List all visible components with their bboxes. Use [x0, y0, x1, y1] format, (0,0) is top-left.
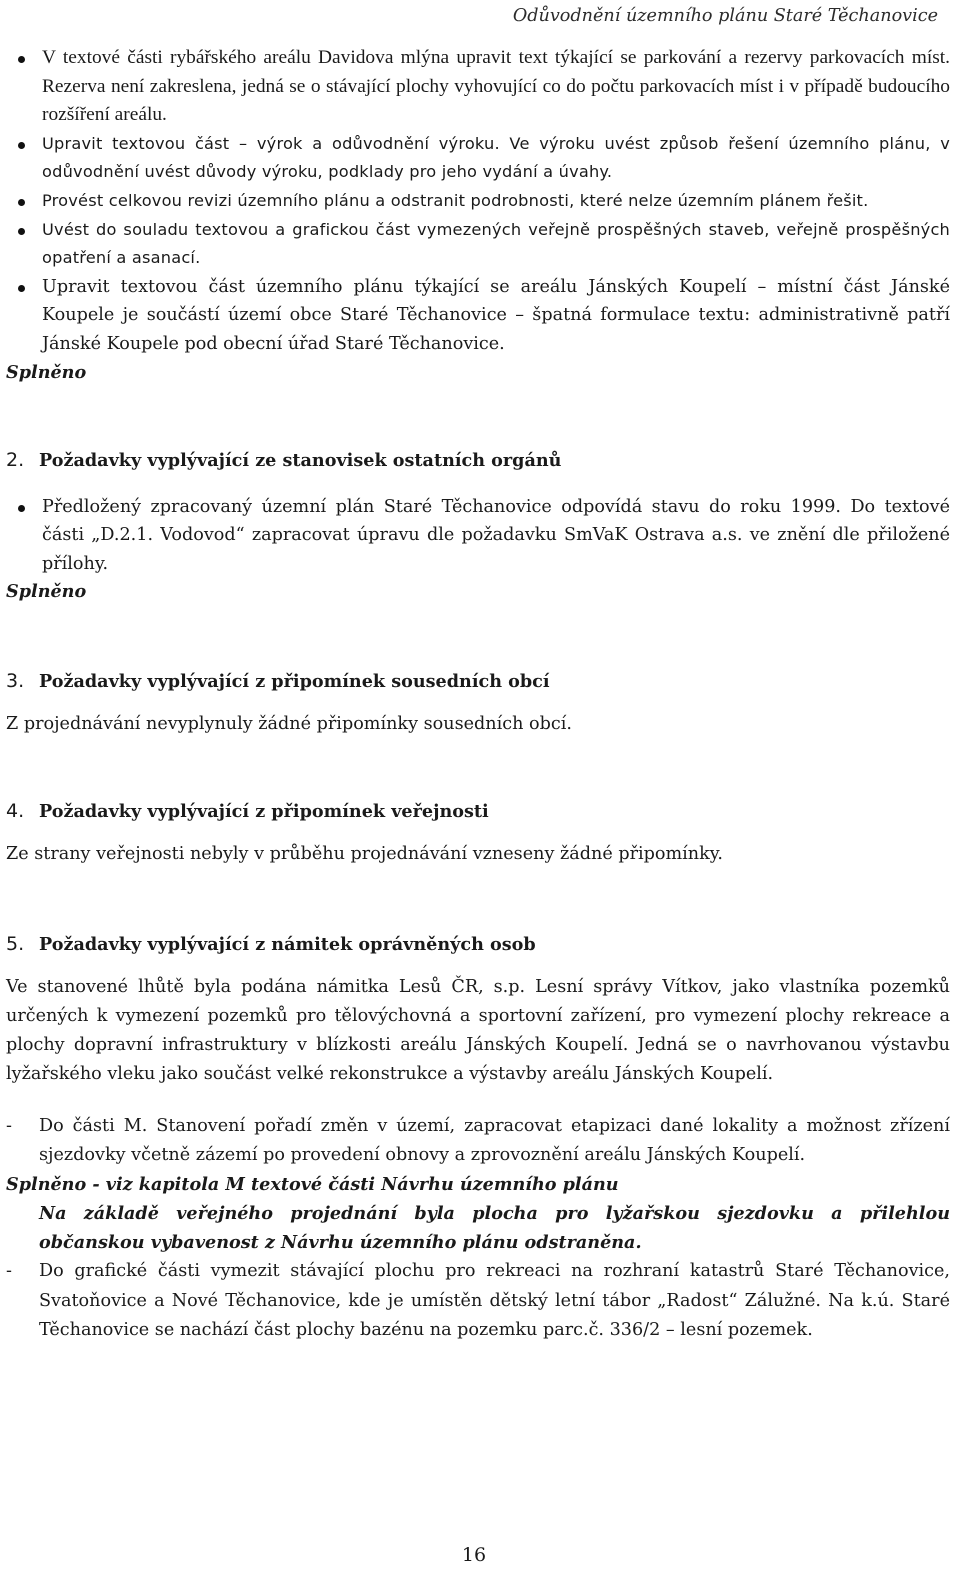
list-item — [6, 187, 950, 216]
list-item — [6, 273, 950, 359]
section-title: Požadavky vyplývající z námitek oprávněných osob — [39, 933, 536, 955]
section-title: Požadavky vyplývající z připomínek veřejnosti — [39, 800, 489, 822]
section-5-dash-list — [6, 1112, 950, 1170]
section-5-heading — [6, 933, 950, 955]
bullet-icon — [18, 505, 25, 512]
list-item — [6, 1112, 950, 1170]
status-fulfilled: Splněno - viz kapitola M textové části Návrhu územního plánu — [6, 1173, 619, 1195]
page-number: 16 — [461, 1544, 487, 1566]
section-number: 5. — [6, 932, 25, 955]
list-item-text: Do části M. Stanovení pořadí změn v území, zapracovat etapizaci dané lokality a možnost zřízení sjezdovky včetně zázemí po provedení obnovy a zprovoznění areálu Jánských Koupelí. — [39, 1115, 950, 1165]
bullet-icon — [18, 199, 25, 206]
section-2-list — [6, 493, 950, 579]
list-item — [6, 130, 950, 187]
section-2-heading — [6, 449, 950, 471]
status-fulfilled: Splněno — [6, 361, 87, 383]
bullet-icon — [18, 142, 25, 149]
section-number: 4. — [6, 799, 25, 822]
status-fulfilled: Splněno — [6, 581, 87, 603]
requirements-list — [6, 44, 950, 359]
list-item-text: Upravit textovou část územního plánu týkající se areálu Jánských Koupelí – místní část Jánské Koupele je součástí území obce Staré Těchanovice – špatná formulace textu: administrativně patří Jánské Koupele pod obecní úřad Staré Těchanovice. — [42, 276, 950, 354]
ruling-note: Na základě veřejného projednání byla plocha pro lyžařskou sjezdovku a přilehlou občanskou vybavenost z Návrhu územního plánu odstraněna. — [39, 1202, 950, 1254]
section-title: Požadavky vyplývající z připomínek sousedních obcí — [39, 671, 550, 693]
list-item-text: Provést celkovou revizi územního plánu a odstranit podrobnosti, které nelze územním plánem řešit. — [42, 190, 869, 210]
dash-marker: - — [6, 1261, 12, 1282]
section-number: 3. — [6, 670, 25, 693]
list-item — [6, 216, 950, 273]
bullet-icon — [18, 56, 25, 63]
section-3-heading — [6, 670, 950, 692]
section-5-dash-list — [6, 1257, 950, 1345]
list-item-text: Uvést do souladu textovou a grafickou část vymezených veřejně prospěšných staveb, veřejně prospěšných opatření a asanací. — [42, 219, 950, 268]
list-item — [6, 1257, 950, 1345]
section-5-intro: Ve stanovené lhůtě byla podána námitka Lesů ČR, s.p. Lesní správy Vítkov, jako vlastníka pozemků určených k vymezení pozemků pro tělovýchovná a sportovní zařízení, pro vymezení plochy rekreace a plochy dopravní infrastruktury v blízkosti areálu Jánských Koupelí. Jedná se o navrhovanou výstavbu lyžařského vleku jako součást velké rekonstrukce a výstavby areálu Jánských Koupelí. — [6, 976, 950, 1085]
list-item-text: Upravit textovou část – výrok a odůvodnění výroku. Ve výroku uvést způsob řešení územního plánu, v odůvodnění uvést důvody výroku, podklady pro jeho vydání a úvahy. — [42, 133, 950, 182]
section-number: 2. — [6, 448, 25, 471]
dash-marker: - — [6, 1115, 12, 1136]
document-body — [6, 44, 950, 1345]
list-item-text: Předložený zpracovaný územní plán Staré Těchanovice odpovídá stavu do roku 1999. Do textové části „D.2.1. Vodovod“ zapracovat úpravu dle požadavku SmVaK Ostrava a.s. ve znění dle přiložené přílohy. — [42, 496, 950, 574]
section-4-text: Ze strany veřejnosti nebyly v průběhu projednávání vzneseny žádné připomínky. — [6, 843, 723, 864]
list-item — [6, 44, 950, 130]
bullet-icon — [18, 285, 25, 292]
bullet-icon — [18, 228, 25, 235]
section-title: Požadavky vyplývající ze stanovisek ostatních orgánů — [39, 449, 562, 471]
section-3-text: Z projednávání nevyplynuly žádné připomínky sousedních obcí. — [6, 714, 572, 735]
section-4-heading — [6, 800, 950, 822]
list-item — [6, 493, 950, 579]
page-header-title: Odůvodnění územního plánu Staré Těchanovice — [512, 6, 938, 26]
list-item-text: V textové části rybářského areálu Davidova mlýna upravit text týkající se parkování a rezervy parkovacích míst. Rezerva není zakreslena, jedná se o stávající plochy vyhovující co do počtu parkovacích míst i v případě budoucího rozšíření areálu. — [42, 47, 950, 126]
list-item-text: Do grafické části vymezit stávající plochu pro rekreaci na rozhraní katastrů Staré Těchanovice, Svatoňovice a Nové Těchanovice, kde je umístěn dětský letní tábor „Radost“ Zálužné. Na k.ú. Staré Těchanovice se nachází část plochy bazénu na pozemku parc.č. 336/2 – lesní pozemek. — [39, 1261, 950, 1340]
